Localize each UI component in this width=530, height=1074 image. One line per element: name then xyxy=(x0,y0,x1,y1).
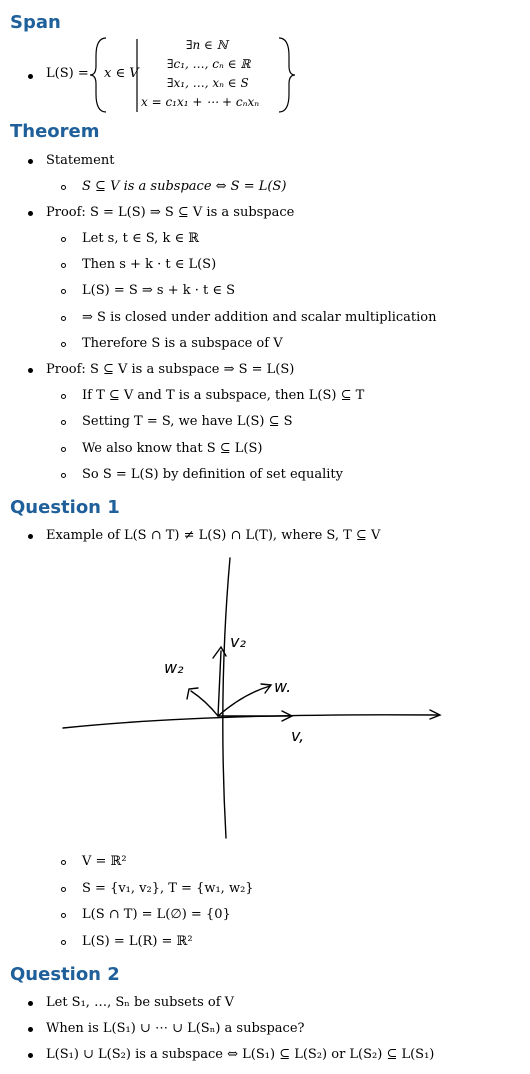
sub-bullet xyxy=(61,237,66,242)
q2-item-2: When is L(S₁) ∪ ⋯ ∪ L(Sₙ) a subspace? xyxy=(46,1021,305,1036)
label-v2: v₂ xyxy=(230,632,246,651)
proof1-step-1: Let s, t ∈ S, k ∈ ℝ xyxy=(82,231,200,246)
bullet xyxy=(28,368,33,373)
sub-bullet xyxy=(61,316,66,321)
section-title-question-1: Question 1 xyxy=(10,497,120,518)
y-axis xyxy=(223,558,230,838)
sub-bullet xyxy=(61,342,66,347)
proof1-step-3: L(S) = S ⇒ s + k · t ∈ S xyxy=(82,283,236,298)
proof2-step-1: If T ⊆ V and T is a subspace, then L(S) ⊆ T xyxy=(82,388,365,403)
sub-bullet xyxy=(61,263,66,268)
sub-bullet xyxy=(61,913,66,918)
bullet xyxy=(28,74,33,79)
q2-item-3: L(S₁) ∪ L(S₂) is a subspace ⇔ L(S₁) ⊆ L(S₂) or L(S₂) ⊆ L(S₁) xyxy=(46,1047,435,1062)
span-lhs: L(S) = xyxy=(46,66,89,81)
vector-w2-arrowhead xyxy=(187,688,198,699)
label-w1: w. xyxy=(274,677,292,696)
bullet xyxy=(28,534,33,539)
bullet xyxy=(28,211,33,216)
x-axis xyxy=(63,715,438,728)
proof1-step-5: Therefore S is a subspace of V xyxy=(82,336,283,351)
bullet xyxy=(28,1001,33,1006)
statement-label: Statement xyxy=(46,153,115,168)
statement-text: S ⊆ V is a subspace ⇔ S = L(S) xyxy=(82,179,287,194)
q1-item-2: S = {v₁, v₂}, T = {w₁, w₂} xyxy=(82,881,254,896)
span-definition xyxy=(46,36,346,116)
sub-bullet xyxy=(61,473,66,478)
sub-bullet xyxy=(61,447,66,452)
set-variable: x ∈ V xyxy=(104,66,139,81)
condition-2: ∃c₁, …, cₙ ∈ ℝ xyxy=(167,57,251,71)
q1-intro: Example of L(S ∩ T) ≠ L(S) ∩ L(T), where S, T ⊆ V xyxy=(46,528,381,543)
proof2-step-2: Setting T = S, we have L(S) ⊆ S xyxy=(82,414,293,429)
bullet xyxy=(28,1027,33,1032)
proof1-step-2: Then s + k · t ∈ L(S) xyxy=(82,257,217,272)
proof2-step-3: We also know that S ⊆ L(S) xyxy=(82,441,263,456)
sub-bullet xyxy=(61,860,66,865)
q2-item-1: Let S₁, …, Sₙ be subsets of V xyxy=(46,995,235,1010)
sub-bullet xyxy=(61,289,66,294)
sub-bullet xyxy=(61,940,66,945)
sub-bullet xyxy=(61,887,66,892)
condition-3: ∃x₁, …, xₙ ∈ S xyxy=(167,76,249,90)
section-title-span: Span xyxy=(10,12,61,33)
q1-item-3: L(S ∩ T) = L(∅) = {0} xyxy=(82,907,231,922)
section-title-question-2: Question 2 xyxy=(10,964,120,985)
vector-v2 xyxy=(218,651,221,716)
label-v1: v, xyxy=(291,726,305,745)
sub-bullet xyxy=(61,420,66,425)
condition-4: x = c₁x₁ + ⋯ + cₙxₙ xyxy=(141,95,260,109)
vector-w2 xyxy=(191,691,218,716)
condition-1: ∃n ∈ ℕ xyxy=(186,38,228,52)
vector-w1 xyxy=(218,686,270,716)
sub-bullet xyxy=(61,394,66,399)
proof2-label: Proof: S ⊆ V is a subspace ⇒ S = L(S) xyxy=(46,362,295,377)
q1-item-4: L(S) = L(R) = ℝ² xyxy=(82,934,193,949)
sub-bullet xyxy=(61,185,66,190)
section-title-theorem: Theorem xyxy=(10,121,100,142)
label-w2: w₂ xyxy=(164,658,184,677)
proof2-step-4: So S = L(S) by definition of set equality xyxy=(82,467,343,482)
bullet xyxy=(28,159,33,164)
proof1-step-4: ⇒ S is closed under addition and scalar multiplication xyxy=(82,310,437,325)
proof1-label: Proof: S = L(S) ⇒ S ⊆ V is a subspace xyxy=(46,205,295,220)
bullet xyxy=(28,1053,33,1058)
vector-sketch xyxy=(58,553,448,843)
q1-item-1: V = ℝ² xyxy=(82,854,127,869)
